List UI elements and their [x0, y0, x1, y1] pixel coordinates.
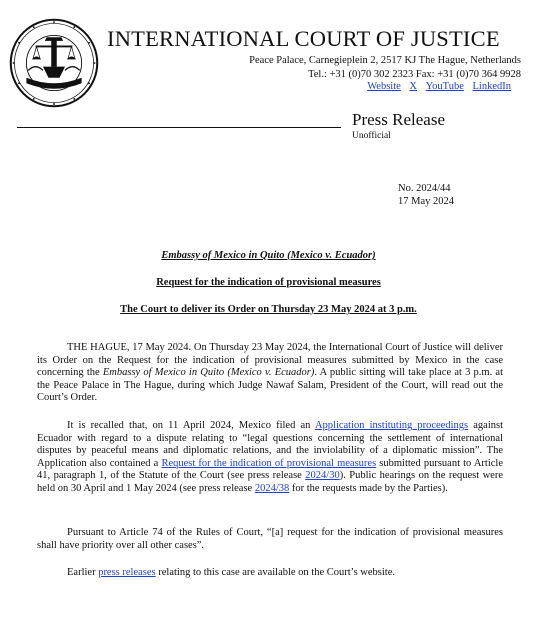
paragraph-3 — [37, 527, 503, 552]
p4-text-a: Earlier — [67, 567, 99, 578]
x-link[interactable]: X — [409, 81, 417, 92]
case-title: Embassy of Mexico in Quito (Mexico v. Ecuador) — [161, 250, 376, 261]
paragraph-1 — [37, 342, 503, 405]
p2-text-b: against Ecuador with regard to a dispute relating to “legal questions concerning the settlement of international disputes by peaceful means and diplomatic relations, and the inviolability of a diplomatic mission”. The Application also contained a — [37, 420, 503, 469]
contact-line: Tel.: +31 (0)70 302 2323 Fax: +31 (0)70 364 9928 — [308, 69, 521, 80]
court-name: INTERNATIONAL COURT OF JUSTICE — [107, 26, 500, 51]
press-release-2024-30-link[interactable]: 2024/30 — [305, 470, 340, 481]
announcement-heading: The Court to deliver its Order on Thursday 23 May 2024 at 3 p.m. — [120, 304, 417, 315]
p1-text-b: . A public sitting will take place at 3 p.m. at the Peace Palace in The Hague, during which Judge Nawaf Salam, President of the Court, will read out the Court’s Order. — [37, 367, 503, 403]
paragraph-4 — [37, 567, 503, 580]
press-releases-link[interactable]: press releases — [98, 567, 156, 578]
linkedin-link[interactable]: LinkedIn — [472, 81, 511, 92]
request-link[interactable]: Request for the indication of provisional measures — [161, 457, 377, 469]
press-release-title: Press Release — [352, 110, 446, 129]
header-links — [107, 81, 511, 92]
release-number: No. 2024/44 — [398, 183, 451, 194]
press-release-subtitle: Unofficial — [352, 131, 391, 141]
p2-text-a: It is recalled that, on 11 April 2024, Mexico filed an — [67, 420, 315, 431]
subject-heading: Request for the indication of provisional measures — [156, 277, 381, 288]
website-link[interactable]: Website — [367, 81, 401, 92]
p1-case-name: Embassy of Mexico in Quito (Mexico v. Ecuador) — [102, 367, 315, 378]
p2-text-c: submitted pursuant to Article 41, paragraph 1, of the Statute of the Court (see press release — [37, 457, 503, 481]
court-seal-logo — [8, 17, 100, 109]
p4-text-b: relating to this case are available on the Court’s website. — [155, 567, 396, 578]
youtube-link[interactable]: YouTube — [425, 81, 464, 92]
p2-text-e: for the requests made by the Parties). — [289, 482, 448, 494]
p2-text-d: ). Public hearings on the request were held on 30 April and 1 May 2024 (see press release — [37, 470, 504, 494]
p3-text: Pursuant to Article 74 of the Rules of Court, “[a] request for the indication of provisional measures shall have priority over all other cases”. — [37, 527, 503, 551]
address-line: Peace Palace, Carnegieplein 2, 2517 KJ The Hague, Netherlands — [249, 55, 521, 66]
release-date: 17 May 2024 — [398, 196, 454, 207]
p1-text-a: THE HAGUE, 17 May 2024. On Thursday 23 May 2024, the International Court of Justice will deliver its Order on the Request for the indication of provisional measures submitted by Mexico in the case concerning the — [37, 342, 503, 378]
paragraph-2 — [37, 420, 503, 495]
application-link[interactable]: Application instituting proceedings — [314, 420, 469, 431]
header-divider — [17, 127, 341, 128]
press-release-2024-38-link[interactable]: 2024/38 — [254, 482, 290, 494]
